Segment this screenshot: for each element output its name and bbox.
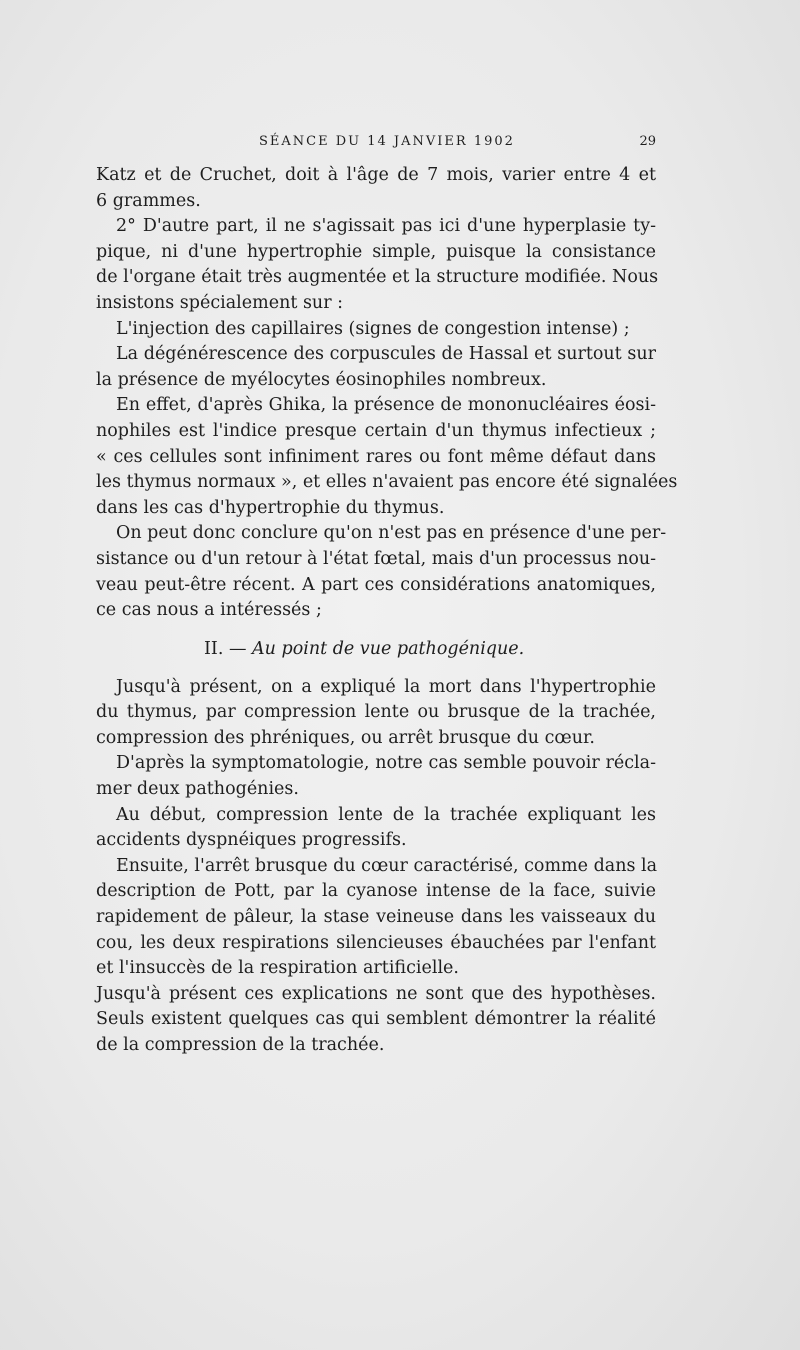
paragraph — [96, 393, 678, 521]
text-line: En effet, d'après Ghika, la présence de mononucléaires éosi- — [116, 395, 656, 416]
text-line: La dégénérescence des corpuscules de Hassal et surtout sur — [116, 344, 656, 365]
section-numeral: II. — — [204, 638, 253, 659]
text-line: On peut donc conclure qu'on n'est pas en présence d'une per- — [116, 523, 667, 544]
paragraph — [96, 163, 656, 214]
text-line: du thymus, par compression lente ou brusque de la trachée, — [96, 702, 656, 723]
text-line: Au début, compression lente de la trachée expliquant les — [116, 804, 656, 825]
text-line: description de Pott, par la cyanose intense de la face, suivie — [96, 881, 656, 902]
text-line: nophiles est l'indice presque certain d'un thymus infectieux ; — [96, 420, 656, 441]
paragraph — [96, 521, 667, 623]
paragraph — [96, 675, 656, 752]
text-line: insistons spécialement sur : — [96, 292, 344, 313]
text-line: de l'organe était très augmentée et la structure modifiée. Nous — [96, 267, 659, 288]
text-line: pique, ni d'une hypertrophie simple, puisque la consistance — [96, 241, 656, 262]
paragraph — [96, 803, 656, 854]
text-line: Katz et de Cruchet, doit à l'âge de 7 mois, varier entre 4 et — [96, 165, 656, 185]
text-line: Seuls existent quelques cas qui semblent démontrer la réalité — [96, 1009, 656, 1030]
text-line: veau peut-être récent. A part ces considérations anatomiques, — [96, 574, 656, 595]
paragraph — [96, 342, 656, 393]
page-number: 29 — [639, 134, 656, 149]
text-line: D'après la symptomatologie, notre cas semble pouvoir récla- — [116, 753, 656, 774]
section-title: Au point de vue pathogénique. — [252, 638, 525, 659]
text-line: dans les cas d'hypertrophie du thymus. — [96, 497, 445, 518]
page-header — [96, 134, 656, 154]
text-line: mer deux pathogénies. — [96, 779, 299, 800]
text-line: Ensuite, l'arrêt brusque du cœur caractérisé, comme dans la — [116, 855, 658, 876]
section-heading — [96, 624, 656, 675]
text-line: ce cas nous a intéressés ; — [96, 600, 322, 621]
text-line: rapidement de pâleur, la stase veineuse dans les vaisseaux du — [96, 907, 656, 928]
paragraph — [96, 751, 656, 802]
paragraph — [96, 854, 656, 982]
paragraphs-before-section — [96, 163, 678, 624]
paragraph — [96, 317, 656, 343]
text-line: de la compression de la trachée. — [96, 1035, 385, 1055]
text-line: les thymus normaux », et elles n'avaient pas encore été signalées — [96, 472, 678, 493]
text-line: accidents dyspnéiques progressifs. — [96, 830, 407, 851]
text-line: 6 grammes. — [96, 190, 201, 211]
text-line: cou, les deux respirations silencieuses ébauchées par l'enfant — [96, 932, 656, 953]
body-text — [96, 163, 678, 1059]
text-line: Jusqu'à présent, on a expliqué la mort dans l'hypertrophie — [116, 676, 656, 697]
text-line: compression des phréniques, ou arrêt brusque du cœur. — [96, 727, 595, 748]
text-line: L'injection des capillaires (signes de congestion intense) ; — [116, 318, 630, 339]
paragraphs-after-section — [96, 675, 656, 1059]
running-title: SÉANCE DU 14 JANVIER 1902 — [259, 134, 515, 149]
text-line: 2° D'autre part, il ne s'agissait pas ici d'une hyperplasie ty- — [116, 216, 656, 237]
text-line: et l'insuccès de la respiration artificielle. — [96, 958, 459, 979]
paragraph — [96, 214, 659, 316]
text-line: sistance ou d'un retour à l'état fœtal, mais d'un processus nou- — [96, 548, 657, 569]
text-line: Jusqu'à présent ces explications ne sont que des hypothèses. — [96, 983, 656, 1004]
paragraph — [96, 982, 656, 1059]
text-line: la présence de myélocytes éosinophiles nombreux. — [96, 369, 547, 390]
text-line: « ces cellules sont infiniment rares ou font même défaut dans — [96, 446, 656, 467]
